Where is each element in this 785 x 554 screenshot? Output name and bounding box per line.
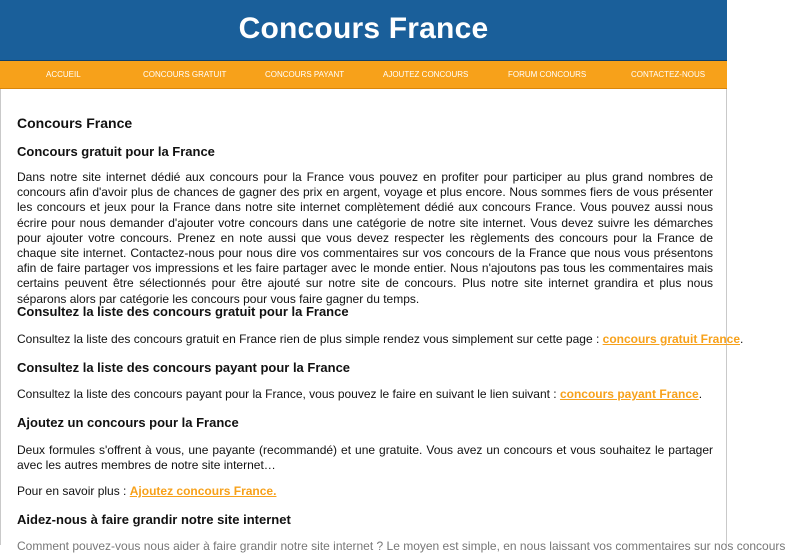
section-heading-ajoutez: Ajoutez un concours pour la France — [17, 415, 239, 430]
site-header — [0, 0, 727, 61]
en-savoir-plus-text: Pour en savoir plus : — [17, 484, 130, 498]
liste-payant-period: . — [698, 387, 703, 401]
concours-gratuit-link[interactable]: concours gratuit France — [602, 332, 741, 346]
concours-payant-link[interactable]: concours payant France — [559, 387, 699, 401]
liste-gratuit-text: Consultez la liste des concours gratuit en France rien de plus simple rendez vous simplement sur cette page : — [17, 332, 603, 346]
section-heading-aidez-nous: Aidez-nous à faire grandir notre site internet — [17, 512, 291, 527]
ajoutez-concours-link[interactable]: Ajoutez concours France. — [129, 484, 277, 498]
section-heading-liste-payant: Consultez la liste des concours payant pour la France — [17, 360, 351, 375]
nav-item-contactez-nous[interactable]: CONTACTEZ-NOUS — [631, 70, 706, 79]
page-title: Concours France — [17, 115, 133, 131]
nav-item-forum-concours[interactable]: FORUM CONCOURS — [508, 70, 587, 79]
site-title[interactable]: Concours France — [238, 12, 489, 45]
nav-item-concours-payant[interactable]: CONCOURS PAYANT — [265, 70, 345, 79]
liste-payant-paragraph — [17, 387, 713, 402]
section-heading-gratuit-france: Concours gratuit pour la France — [17, 144, 215, 159]
en-savoir-plus-paragraph — [17, 484, 713, 499]
liste-gratuit-paragraph — [17, 332, 744, 347]
main-content — [0, 89, 785, 553]
liste-payant-text: Consultez la liste des concours payant pour la France, vous pouvez le faire en suivant le lien suivant : — [17, 387, 560, 401]
nav-item-accueil[interactable]: ACCUEIL — [46, 70, 81, 79]
main-nav — [0, 61, 727, 89]
intro-paragraph: Dans notre site internet dédié aux concours pour la France vous pouvez en profiter pour participer au plus grand nombres de concours afin d'avoir plus de chances de gagner des prix en argent, voyage et plus encore. Nous sommes fiers de vous présenter les concours et jeux pour la France dans notre site internet complètement dédié aux concours France. Vous pouvez aussi nous écrire pour nous demander d'ajouter votre concours dans une catégorie de notre site internet. Vous devez suivre les démarches pour ajouter votre concours. Prenez en note aussi que vous devez respecter les règlements des concours pour la France de chaque site internet. Contactez-nous pour nous dire vos commentaires sur vos concours de la France que nous vous présentons afin de faire partager vos impressions et les faire partager avec le monde entier. Nous n'ajoutons pas tous les commentaires mais certains peuvent être sélectionnés pour être ajouté sur notre site de concours. Plus notre site internet grandira et plus nous séparons alors par catégorie les concours pour vous faire gagner du temps. — [17, 170, 713, 306]
liste-gratuit-period: . — [740, 332, 744, 346]
nav-item-concours-gratuit[interactable]: CONCOURS GRATUIT — [143, 70, 227, 79]
section-heading-liste-gratuit: Consultez la liste des concours gratuit pour la France — [17, 304, 349, 319]
nav-item-ajoutez-concours[interactable]: AJOUTEZ CONCOURS — [383, 70, 469, 79]
aidez-nous-paragraph: Comment pouvez-vous nous aider à faire grandir notre site internet ? Le moyen est simple, en nous laissant vos commentaires sur nos concours — [17, 539, 785, 553]
ajoutez-paragraph: Deux formules s'offrent à vous, une payante (recommandé) et une gratuite. Vous avez un concours et vous souhaitez le partager avec les autres membres de notre site internet… — [17, 443, 713, 473]
